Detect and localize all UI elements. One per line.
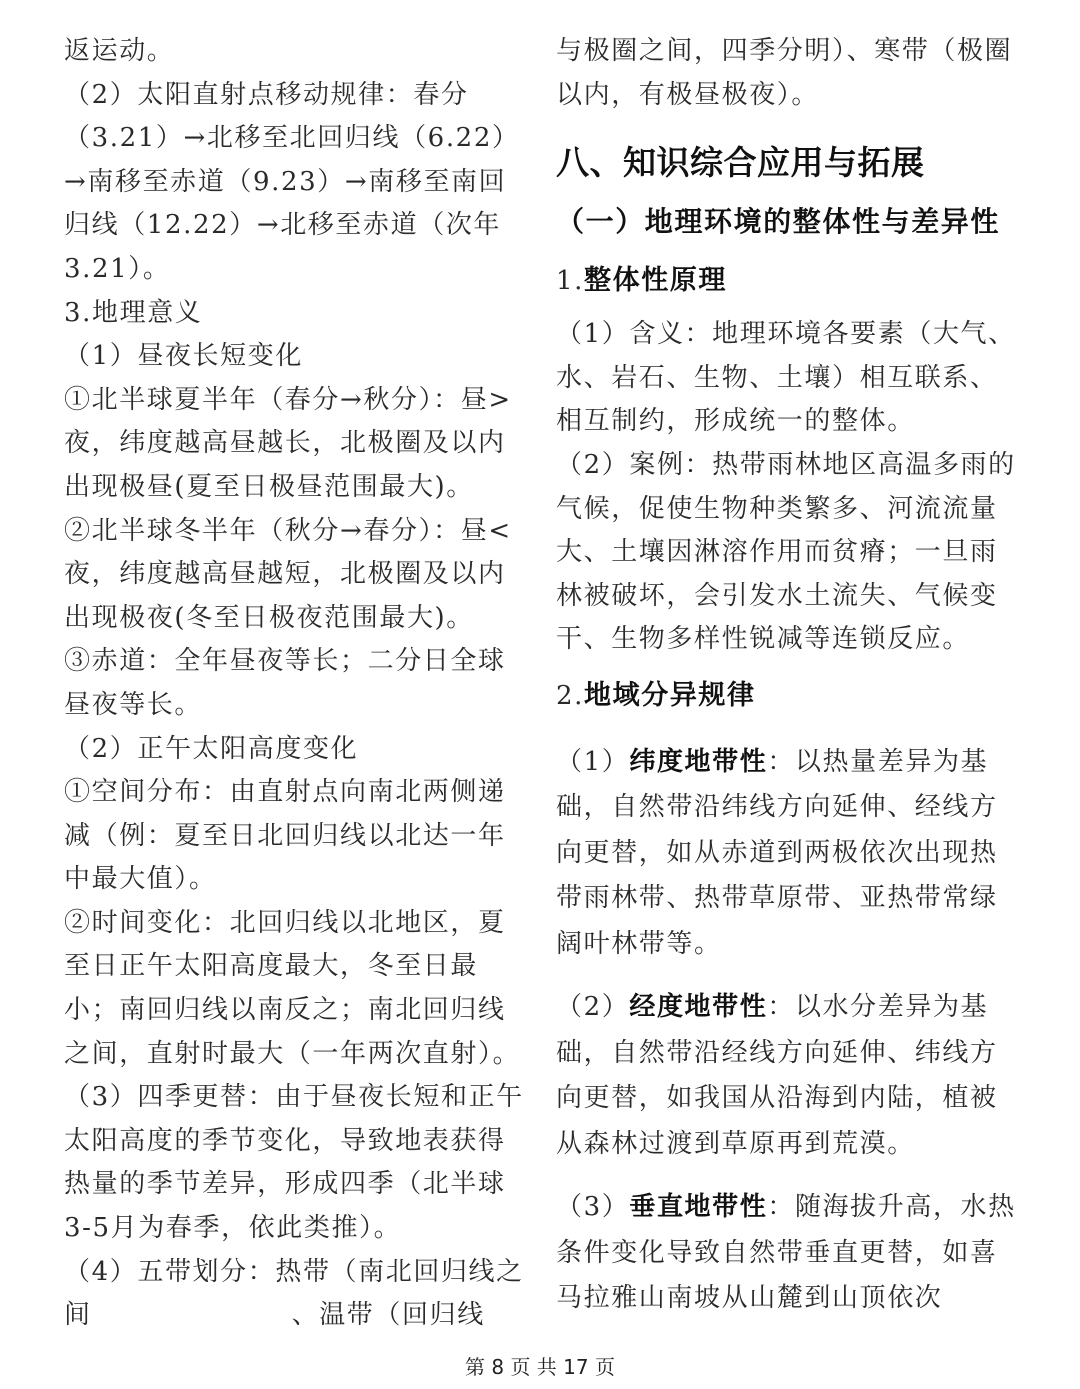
- subsection-heading: [556, 263, 1018, 299]
- paragraph: [556, 1185, 1018, 1322]
- text-run: 、温带（回归线: [291, 1300, 485, 1331]
- paragraph: 返运动。: [64, 36, 175, 66]
- subheading: （2）正午太阳高度变化: [64, 733, 359, 764]
- paragraph: [556, 985, 1018, 1167]
- paragraph: [556, 740, 1018, 968]
- paragraph: （2）案例：热带雨林地区高温多雨的气候，促使生物种类繁多、河流流量大、土壤因淋溶作用而贫瘠；一旦雨林被破坏，会引发水土流失、气候变干、生物多样性锐减等连锁反应。: [556, 449, 1016, 655]
- chapter-heading: 八、知识综合应用与拓展: [556, 143, 925, 183]
- page-footer: 第 8 页 共 17 页: [465, 1355, 615, 1379]
- left-column: [64, 30, 524, 1338]
- paragraph: （1）含义：地理环境各要素（大气、水、岩石、生物、土壤）相互联系、相互制约，形成统一的整体。: [556, 319, 1016, 437]
- text-run: ：以热量差异为基础，自然带沿纬线方向延伸、经线方向更替，如从赤道到两极依次出现热带雨林带、热带草原带、亚热带常绿阔叶林带等。: [556, 746, 998, 959]
- text-run: （1）: [556, 746, 630, 777]
- right-column: [556, 30, 1018, 1322]
- paragraph: （3）四季更替：由于昼夜长短和正午太阳高度的季节变化，导致地表获得热量的季节差异，形成四季（北半球3-5月为春季，依此类推）。: [64, 1082, 524, 1244]
- paragraph: ①空间分布：由直射点向南北两侧递减（例：夏至日北回归线以北达一年中最大值）。: [64, 777, 506, 895]
- heading-text: 地域分异规律: [584, 679, 756, 711]
- keyword: 纬度地带性: [629, 746, 768, 777]
- heading-text: 整体性原理: [584, 265, 728, 297]
- paragraph: ②北半球冬半年（秋分→春分）：昼<夜，纬度越高昼越短，北极圈及以内出现极夜(冬至日极夜范围最大)。: [64, 515, 512, 633]
- paragraph: [64, 1251, 524, 1338]
- paragraph: ①北半球夏半年（春分→秋分）：昼>夜，纬度越高昼越长，北极圈及以内出现极昼(夏至日极昼范围最大)。: [64, 384, 512, 502]
- subheading: （1）昼夜长短变化: [64, 341, 303, 372]
- section-heading: （一）地理环境的整体性与差异性: [556, 205, 1001, 239]
- text-run: ：以水分差异为基础，自然带沿经线方向延伸、纬线方向更替，如我国从沿海到内陆，植被从森林过渡到草原再到荒漠。: [556, 992, 998, 1159]
- section-heading: 3.地理意义: [64, 297, 203, 328]
- text-run: ：随海拔升高，水热条件变化导致自然带垂直更替，如喜马拉雅山南坡从山麓到山顶依次: [556, 1192, 1016, 1314]
- paragraph: ②时间变化：北回归线以北地区，夏至日正午太阳高度最大，冬至日最小；南回归线以南反之；南北回归线之间，直射时最大（一年两次直射）。: [64, 907, 521, 1069]
- keyword: 经度地带性: [629, 992, 768, 1023]
- text-run: （2）: [556, 992, 630, 1023]
- keyword: 垂直地带性: [629, 1192, 768, 1223]
- text-run: （4）五带划分：热带（南北回归线之间: [64, 1256, 524, 1331]
- paragraph: ③赤道：全年昼夜等长；二分日全球昼夜等长。: [64, 646, 506, 720]
- heading-number: 1.: [556, 266, 585, 297]
- heading-number: 2.: [556, 680, 585, 711]
- paragraph: 与极圈之间，四季分明）、寒带（极圈以内，有极昼极夜）。: [556, 36, 1013, 110]
- text-run: （3）: [556, 1192, 630, 1223]
- paragraph: （2）太阳直射点移动规律：春分（3.21）→北移至北回归线（6.22）→南移至赤道（9.23）→南移至南回归线（12.22）→北移至赤道（次年3.21）。: [64, 79, 520, 284]
- subsection-heading: [556, 678, 1018, 714]
